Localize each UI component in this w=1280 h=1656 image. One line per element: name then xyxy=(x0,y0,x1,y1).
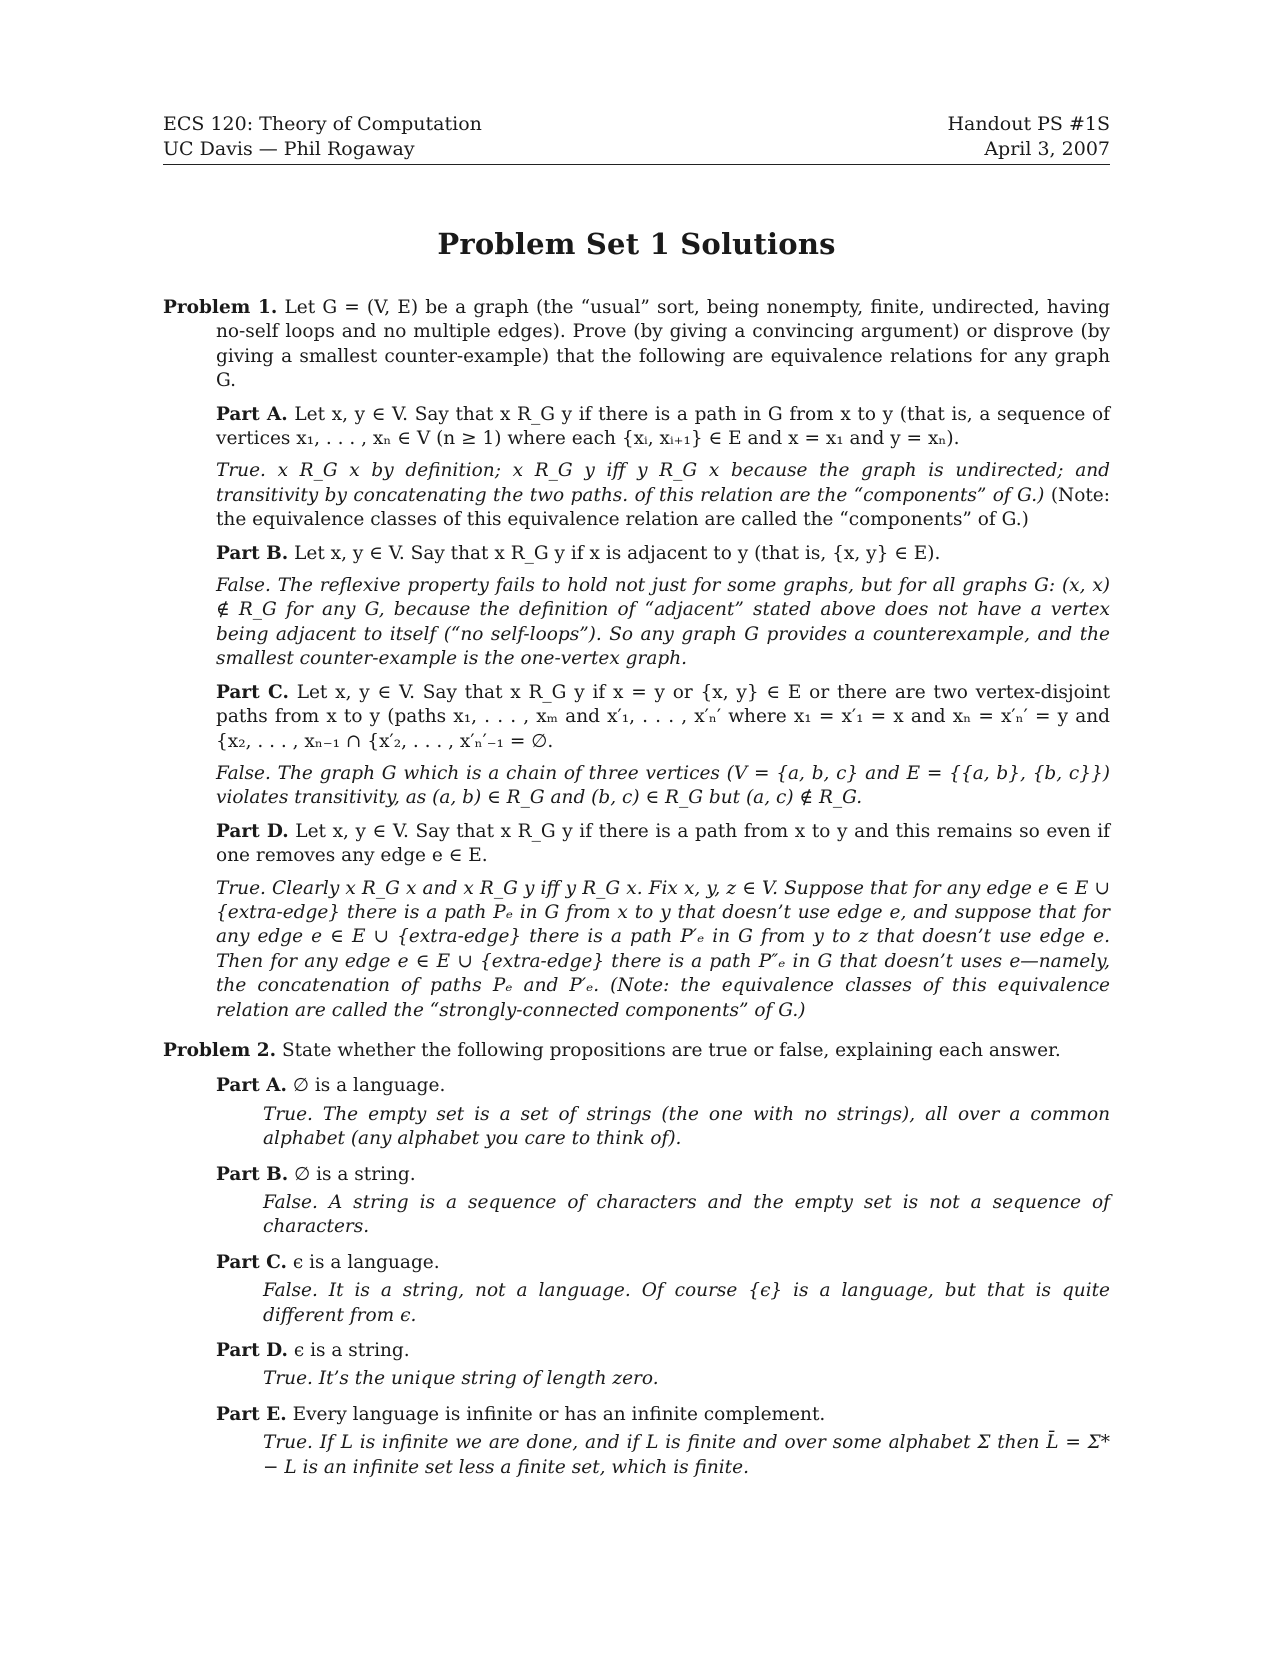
document-body xyxy=(163,296,1110,1480)
p1-part-b-answer: False. The reflexive property fails to hold not just for some graphs, but for all graphs G: (x, x) ∉ R_G for any G, because the definition of “adjacent” stated above does not have a vertex being adjacent to itself (“no self-loops”). So any graph G provides a counterexample, and the smallest counter-example is the one-vertex graph. xyxy=(216,575,1110,670)
problem-2-label: Problem 2. xyxy=(163,1039,277,1061)
page-title: Problem Set 1 Solutions xyxy=(437,227,836,261)
p2-part-d-answer: True. It’s the unique string of length zero. xyxy=(263,1368,659,1390)
p2-part-d-text: ϵ is a string. xyxy=(293,1340,410,1362)
problem-1-intro: Let G = (V, E) be a graph (the “usual” sort, being nonempty, finite, undirected, having no-self loops and no multiple edges). Prove (by giving a convincing argument) or disprove (by giving a smallest counter-example) that the following are equivalence relations for any graph G. xyxy=(216,297,1110,392)
p2-part-b-question xyxy=(216,1163,1110,1187)
problem-1-label: Problem 1. xyxy=(163,297,278,318)
p1-part-c-question xyxy=(216,681,1110,754)
p1-part-a-label: Part A. xyxy=(216,403,288,425)
p2-part-b-label: Part B. xyxy=(216,1163,289,1185)
problem-2 xyxy=(163,1039,1110,1480)
p1-part-a-answer-text: True. x R_G x by definition; x R_G y iff y R_G x because the graph is undirected; and transitivity by concatenating the two paths. of this relation are the “components” of G.) xyxy=(216,460,1110,506)
author-affiliation: UC Davis — Phil Rogaway xyxy=(163,138,415,160)
p2-part-b-answer: False. A string is a sequence of characters and the empty set is not a sequence of characters. xyxy=(263,1192,1110,1238)
problem-1-parts xyxy=(216,403,1110,1023)
p1-part-a-question xyxy=(216,403,1110,452)
p2-part-d-question xyxy=(216,1339,1110,1363)
p2-part-e-label: Part E. xyxy=(216,1403,287,1425)
p2-part-d-label: Part D. xyxy=(216,1340,288,1362)
p2-part-e-text: Every language is infinite or has an infinite complement. xyxy=(292,1403,826,1425)
p2-part-c-label: Part C. xyxy=(216,1251,287,1273)
handout-number: Handout PS #1S xyxy=(947,113,1110,135)
p2-part-c-question xyxy=(216,1251,1110,1275)
p1-part-b-text: Let x, y ∈ V. Say that x R_G y if x is adjacent to y (that is, {x, y} ∈ E). xyxy=(294,542,941,564)
problem-2-statement xyxy=(163,1039,1110,1063)
p1-part-c-text: Let x, y ∈ V. Say that x R_G y if x = y or {x, y} ∈ E or there are two vertex-disjoint paths from x to y (paths x₁, . . . , xₘ and x′₁, . . . , x′ₙ′ where x₁ = x′₁ = x and xₙ = x′ₙ′ = y and {x₂, . . . , xₙ₋₁ ∩ {x′₂, . . . , x′ₙ′₋₁ = ∅. xyxy=(216,681,1110,752)
p2-part-a-question xyxy=(216,1074,1110,1098)
p2-part-c-text: ϵ is a language. xyxy=(292,1251,440,1273)
p1-part-d-question xyxy=(216,820,1110,869)
p2-part-a-text: ∅ is a language. xyxy=(292,1075,446,1097)
p1-part-d-label: Part D. xyxy=(216,820,289,842)
handout-date: April 3, 2007 xyxy=(984,138,1110,160)
p2-part-e-answer: True. If L is infinite we are done, and if L is finite and over some alphabet Σ then L̄ = Σ* − L is an infinite set less a finite set, which is finite. xyxy=(263,1432,1110,1478)
p1-part-d-text: Let x, y ∈ V. Say that x R_G y if there is a path from x to y and this remains so even if one removes any edge e ∈ E. xyxy=(216,820,1110,867)
problem-2-intro: State whether the following propositions are true or false, explaining each answer. xyxy=(281,1039,1061,1061)
p2-part-e-question xyxy=(216,1403,1110,1427)
p2-part-a-answer: True. The empty set is a set of strings (the one with no strings), all over a common alphabet (any alphabet you care to think of). xyxy=(263,1103,1110,1150)
p1-part-b-question xyxy=(216,542,1110,566)
course-title: ECS 120: Theory of Computation xyxy=(163,113,482,135)
p2-part-c-answer: False. It is a string, not a language. Of course {ϵ} is a language, but that is quite different from ϵ. xyxy=(263,1280,1110,1326)
p1-part-a-answer xyxy=(216,459,1110,532)
p2-part-b-text: ∅ is a string. xyxy=(294,1163,416,1185)
header-right xyxy=(947,112,1110,162)
p1-part-c-answer: False. The graph G which is a chain of three vertices (V = {a, b, c} and E = {{a, b}, {b, c}}) violates transitivity, as (a, b) ∈ R_G and (b, c) ∈ R_G but (a, c) ∉ R_G. xyxy=(216,762,1110,809)
p1-part-a-note: (Note: the equivalence classes of this equivalence relation are called the “components” of G.) xyxy=(216,484,1110,531)
problem-1 xyxy=(163,296,1110,1023)
p1-part-a-text: Let x, y ∈ V. Say that x R_G y if there is a path in G from x to y (that is, a sequence of vertices x₁, . . . , xₙ ∈ V (n ≥ 1) where each {xᵢ, xᵢ₊₁} ∈ E and x = x₁ and y = xₙ). xyxy=(216,403,1111,450)
p1-part-d-answer: True. Clearly x R_G x and x R_G y iff y R_G x. Fix x, y, z ∈ V. Suppose that for any edge e ∈ E ∪ {extra-edge} there is a path Pₑ in G from x to y that doesn’t use edge e, and suppose that for any edge e ∈ E ∪ {extra-edge} there is a path P′ₑ in G from y to z that doesn’t use edge e. Then for any edge e ∈ E ∪ {extra-edge} there is a path P″ₑ in G that doesn’t uses e—namely, the concatenation of paths Pₑ and P′ₑ. (Note: the equivalence classes of this equivalence relation are called the “strongly-connected components” of G.) xyxy=(216,877,1110,1021)
problem-2-parts xyxy=(216,1074,1110,1480)
header-rule xyxy=(163,164,1110,165)
problem-1-statement xyxy=(163,296,1110,394)
p1-part-c-label: Part C. xyxy=(216,681,289,703)
p2-part-a-label: Part A. xyxy=(216,1075,287,1097)
header-left xyxy=(163,112,482,162)
p1-part-b-label: Part B. xyxy=(216,542,289,564)
